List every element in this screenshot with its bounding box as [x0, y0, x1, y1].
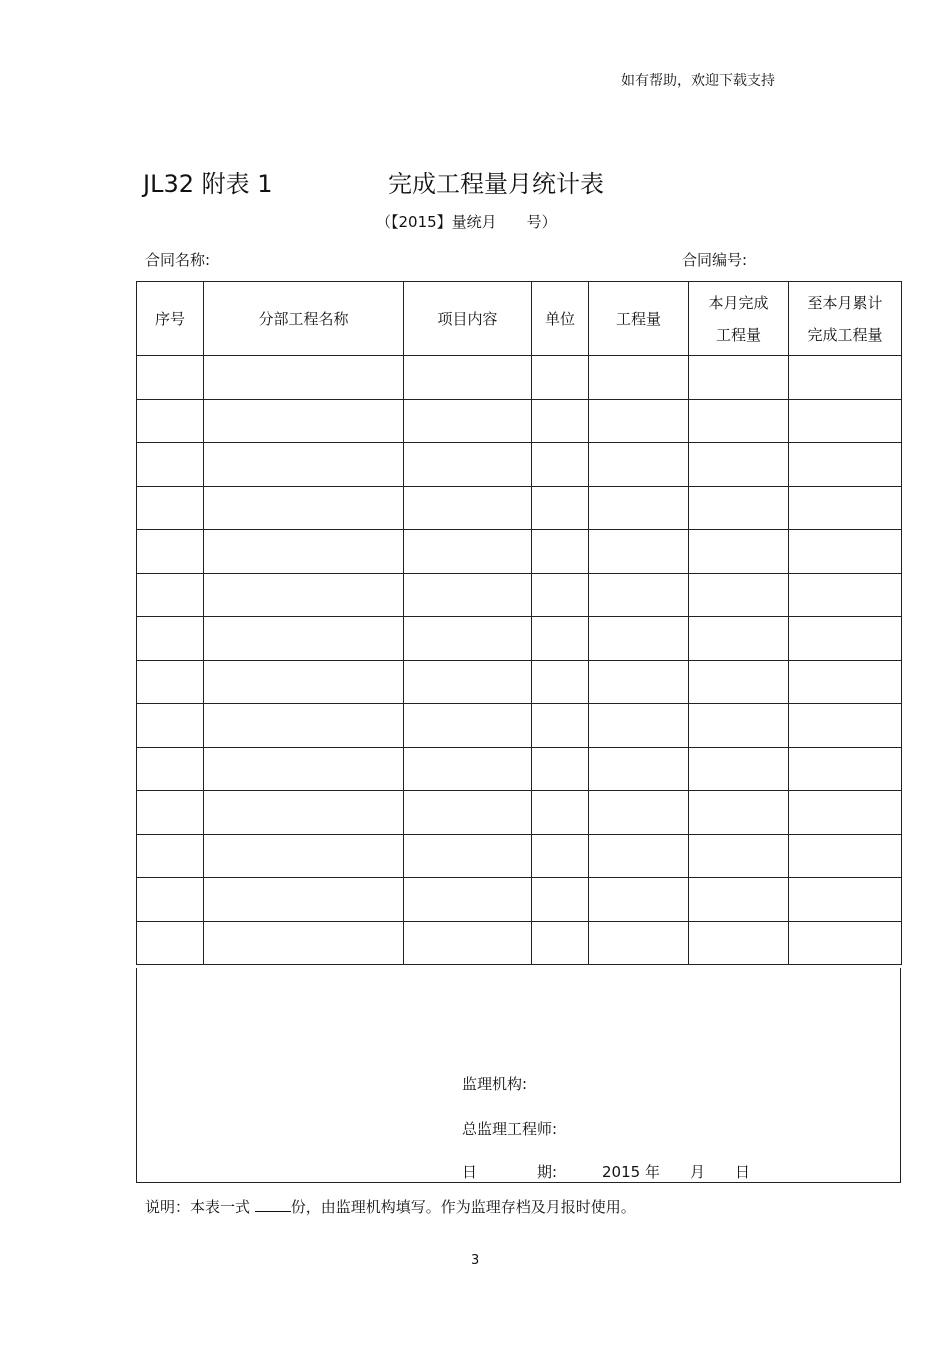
table-body	[137, 356, 902, 965]
column-header-text: 序号	[154, 309, 185, 328]
table-row	[137, 399, 902, 443]
column-header	[404, 282, 532, 356]
table-cell[interactable]	[532, 834, 589, 878]
table-cell[interactable]	[589, 356, 689, 400]
table-cell[interactable]	[532, 399, 589, 443]
table-cell[interactable]	[204, 878, 404, 922]
table-cell[interactable]	[404, 617, 532, 661]
table-cell[interactable]	[589, 486, 689, 530]
table-cell[interactable]	[404, 530, 532, 574]
table-cell[interactable]	[789, 399, 902, 443]
table-cell[interactable]	[689, 399, 789, 443]
table-cell[interactable]	[532, 704, 589, 748]
table-row	[137, 878, 902, 922]
table-cell[interactable]	[689, 356, 789, 400]
column-header	[589, 282, 689, 356]
table-cell[interactable]	[404, 747, 532, 791]
table-cell[interactable]	[404, 878, 532, 922]
table-cell[interactable]	[689, 878, 789, 922]
table-row	[137, 747, 902, 791]
table-cell[interactable]	[137, 573, 204, 617]
column-header-text: 工程量	[615, 309, 661, 328]
table-cell[interactable]	[589, 791, 689, 835]
table-cell[interactable]	[689, 530, 789, 574]
document-number: （【2015】量统月 号）	[376, 213, 557, 231]
table-cell[interactable]	[532, 486, 589, 530]
table-cell[interactable]	[404, 443, 532, 487]
table-cell[interactable]	[532, 443, 589, 487]
table-cell[interactable]	[589, 399, 689, 443]
date-label: 日 期:	[462, 1163, 558, 1181]
table-cell[interactable]	[689, 660, 789, 704]
table-cell[interactable]	[589, 921, 689, 965]
table-cell[interactable]	[689, 747, 789, 791]
table-cell[interactable]	[789, 617, 902, 661]
table-cell[interactable]	[137, 878, 204, 922]
table-cell[interactable]	[532, 530, 589, 574]
footnote	[145, 1196, 636, 1217]
table-cell[interactable]	[532, 356, 589, 400]
table-row	[137, 704, 902, 748]
table-cell[interactable]	[204, 486, 404, 530]
table-cell[interactable]	[789, 878, 902, 922]
table-row	[137, 791, 902, 835]
chief-engineer-label: 总监理工程师:	[462, 1120, 558, 1138]
table-cell[interactable]	[532, 747, 589, 791]
table-cell[interactable]	[204, 921, 404, 965]
table-row	[137, 617, 902, 661]
supervision-org-label: 监理机构:	[462, 1075, 528, 1093]
table-cell[interactable]	[137, 530, 204, 574]
table-cell[interactable]	[404, 573, 532, 617]
table-cell[interactable]	[789, 921, 902, 965]
table-cell[interactable]	[204, 530, 404, 574]
page-title: 完成工程量月统计表	[388, 170, 604, 198]
table-row	[137, 356, 902, 400]
table-cell[interactable]	[204, 791, 404, 835]
table-cell[interactable]	[689, 573, 789, 617]
table-cell[interactable]	[689, 704, 789, 748]
table-cell[interactable]	[204, 573, 404, 617]
column-header	[789, 282, 902, 356]
table-cell[interactable]	[204, 704, 404, 748]
table-header	[137, 282, 902, 356]
table-cell[interactable]	[532, 617, 589, 661]
contract-name-label: 合同名称:	[145, 251, 211, 269]
table-cell[interactable]	[689, 486, 789, 530]
table-cell[interactable]	[589, 878, 689, 922]
table-cell[interactable]	[789, 791, 902, 835]
column-header	[689, 282, 789, 356]
table-cell[interactable]	[532, 660, 589, 704]
table-cell[interactable]	[204, 747, 404, 791]
table-cell[interactable]	[137, 834, 204, 878]
page-number: 3	[471, 1253, 480, 1268]
table-cell[interactable]	[689, 443, 789, 487]
table-cell[interactable]	[589, 660, 689, 704]
table-row	[137, 660, 902, 704]
column-header-text: 至本月累计	[807, 293, 883, 312]
statistics-table	[136, 281, 902, 965]
table-cell[interactable]	[137, 617, 204, 661]
table-cell[interactable]	[689, 921, 789, 965]
table-cell[interactable]	[589, 530, 689, 574]
table-cell[interactable]	[137, 399, 204, 443]
table-cell[interactable]	[137, 660, 204, 704]
table-cell[interactable]	[204, 399, 404, 443]
table-row	[137, 530, 902, 574]
column-header	[532, 282, 589, 356]
footnote-suffix: 份，由监理机构填写。作为监理存档及月报时使用。	[290, 1198, 636, 1216]
table-cell[interactable]	[137, 443, 204, 487]
table-cell[interactable]	[689, 834, 789, 878]
table-cell[interactable]	[689, 617, 789, 661]
table-cell[interactable]	[589, 834, 689, 878]
table-cell[interactable]	[689, 791, 789, 835]
table-cell[interactable]	[789, 530, 902, 574]
table-row	[137, 573, 902, 617]
table-cell[interactable]	[404, 660, 532, 704]
table-cell[interactable]	[532, 921, 589, 965]
table-cell[interactable]	[404, 921, 532, 965]
column-header	[137, 282, 204, 356]
table-cell[interactable]	[137, 704, 204, 748]
table-row	[137, 486, 902, 530]
table-cell[interactable]	[404, 399, 532, 443]
table-cell[interactable]	[204, 443, 404, 487]
form-code: JL32 附表 1	[143, 170, 273, 198]
table-cell[interactable]	[789, 356, 902, 400]
table-cell[interactable]	[789, 486, 902, 530]
table-cell[interactable]	[532, 791, 589, 835]
table-cell[interactable]	[204, 660, 404, 704]
table-cell[interactable]	[789, 660, 902, 704]
column-header-text: 项目内容	[437, 309, 498, 328]
column-header-text: 分部工程名称	[258, 309, 349, 328]
copies-blank	[255, 1211, 291, 1212]
column-header	[204, 282, 404, 356]
table-cell[interactable]	[204, 356, 404, 400]
table-cell[interactable]	[137, 747, 204, 791]
table-cell[interactable]	[532, 878, 589, 922]
table-cell[interactable]	[204, 617, 404, 661]
watermark-text: 如有帮助，欢迎下载支持	[621, 73, 775, 89]
date-row	[462, 1161, 750, 1182]
column-header-text: 本月完成	[708, 293, 769, 312]
table-cell[interactable]	[404, 704, 532, 748]
table-cell[interactable]	[589, 704, 689, 748]
footnote-prefix: 说明：本表一式	[145, 1198, 251, 1216]
table-cell[interactable]	[789, 834, 902, 878]
table-cell[interactable]	[589, 747, 689, 791]
header-row	[137, 282, 902, 356]
column-header-text: 工程量	[715, 325, 761, 344]
table-cell[interactable]	[789, 573, 902, 617]
table-cell[interactable]	[204, 834, 404, 878]
table-row	[137, 443, 902, 487]
table-cell[interactable]	[404, 834, 532, 878]
table-cell[interactable]	[137, 791, 204, 835]
table-cell[interactable]	[404, 356, 532, 400]
signature-section	[136, 968, 901, 1183]
table-row	[137, 834, 902, 878]
date-value: 2015 年 月 日	[602, 1163, 750, 1181]
table-cell[interactable]	[589, 617, 689, 661]
table-cell[interactable]	[532, 573, 589, 617]
column-header-text: 完成工程量	[807, 325, 883, 344]
table-cell[interactable]	[789, 443, 902, 487]
table-cell[interactable]	[589, 573, 689, 617]
column-header-text: 单位	[544, 309, 575, 328]
table-cell[interactable]	[137, 486, 204, 530]
table-cell[interactable]	[404, 486, 532, 530]
table-cell[interactable]	[789, 704, 902, 748]
table-cell[interactable]	[137, 921, 204, 965]
table-cell[interactable]	[589, 443, 689, 487]
table-row	[137, 921, 902, 965]
table-cell[interactable]	[404, 791, 532, 835]
table-cell[interactable]	[789, 747, 902, 791]
table-cell[interactable]	[137, 356, 204, 400]
contract-number-label: 合同编号:	[682, 251, 748, 269]
